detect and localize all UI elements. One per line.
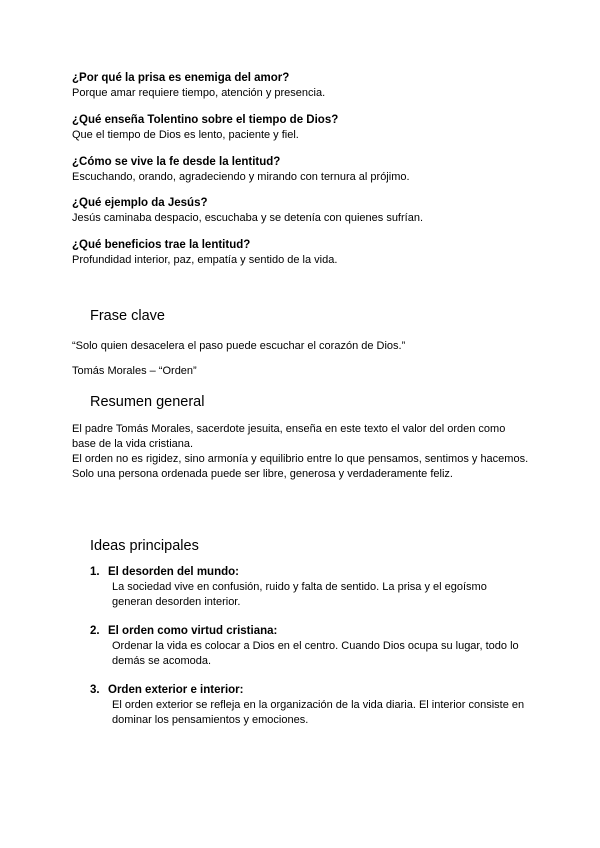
question: ¿Qué enseña Tolentino sobre el tiempo de Dios?	[72, 114, 339, 126]
idea-item	[90, 565, 530, 610]
qa-item	[72, 196, 542, 226]
qa-item	[72, 155, 542, 185]
qa-item	[72, 113, 542, 143]
qa-item	[72, 238, 542, 268]
summary-line: El orden no es rigidez, sino armonía y equilibrio entre lo que pensamos, sentimos y hacemos.	[72, 453, 529, 465]
summary-paragraph	[72, 422, 532, 482]
idea-text: El orden exterior se refleja en la organización de la vida diaria. El interior consiste en dominar los pensamientos y emociones.	[112, 699, 525, 726]
answer: Profundidad interior, paz, empatía y sentido de la vida.	[72, 254, 338, 266]
key-quote: “Solo quien desacelera el paso puede escuchar el corazón de Dios.”	[72, 340, 406, 352]
idea-title: El orden como virtud cristiana:	[108, 625, 278, 637]
question: ¿Por qué la prisa es enemiga del amor?	[72, 72, 290, 84]
idea-title: Orden exterior e interior:	[108, 684, 244, 696]
answer: Jesús caminaba despacio, escuchaba y se detenía con quienes sufrían.	[72, 212, 424, 224]
idea-item	[90, 683, 530, 728]
idea-text: Ordenar la vida es colocar a Dios en el centro. Cuando Dios ocupa su lugar, todo lo demás se acomoda.	[112, 640, 519, 667]
idea-number: 1.	[90, 566, 100, 578]
idea-number: 3.	[90, 684, 100, 696]
summary-line: Solo una persona ordenada puede ser libre, generosa y verdaderamente feliz.	[72, 468, 453, 480]
section-heading-ideas: Ideas principales	[90, 538, 199, 554]
question: ¿Qué ejemplo da Jesús?	[72, 197, 208, 209]
answer: Escuchando, orando, agradeciendo y mirando con ternura al prójimo.	[72, 171, 410, 183]
qa-item	[72, 71, 542, 101]
idea-item	[90, 624, 530, 669]
question: ¿Cómo se vive la fe desde la lentitud?	[72, 156, 281, 168]
section-heading-resumen: Resumen general	[90, 394, 205, 410]
section-heading-frase-clave: Frase clave	[90, 308, 165, 324]
idea-number: 2.	[90, 625, 100, 637]
source-line: Tomás Morales – “Orden”	[72, 365, 197, 377]
answer: Que el tiempo de Dios es lento, paciente y fiel.	[72, 129, 299, 141]
summary-line: El padre Tomás Morales, sacerdote jesuita, enseña en este texto el valor del orden como base de la vida cristiana.	[72, 423, 506, 450]
question: ¿Qué beneficios trae la lentitud?	[72, 239, 251, 251]
idea-text: La sociedad vive en confusión, ruido y falta de sentido. La prisa y el egoísmo generan desorden interior.	[112, 581, 487, 608]
idea-title: El desorden del mundo:	[108, 566, 239, 578]
answer: Porque amar requiere tiempo, atención y presencia.	[72, 87, 326, 99]
